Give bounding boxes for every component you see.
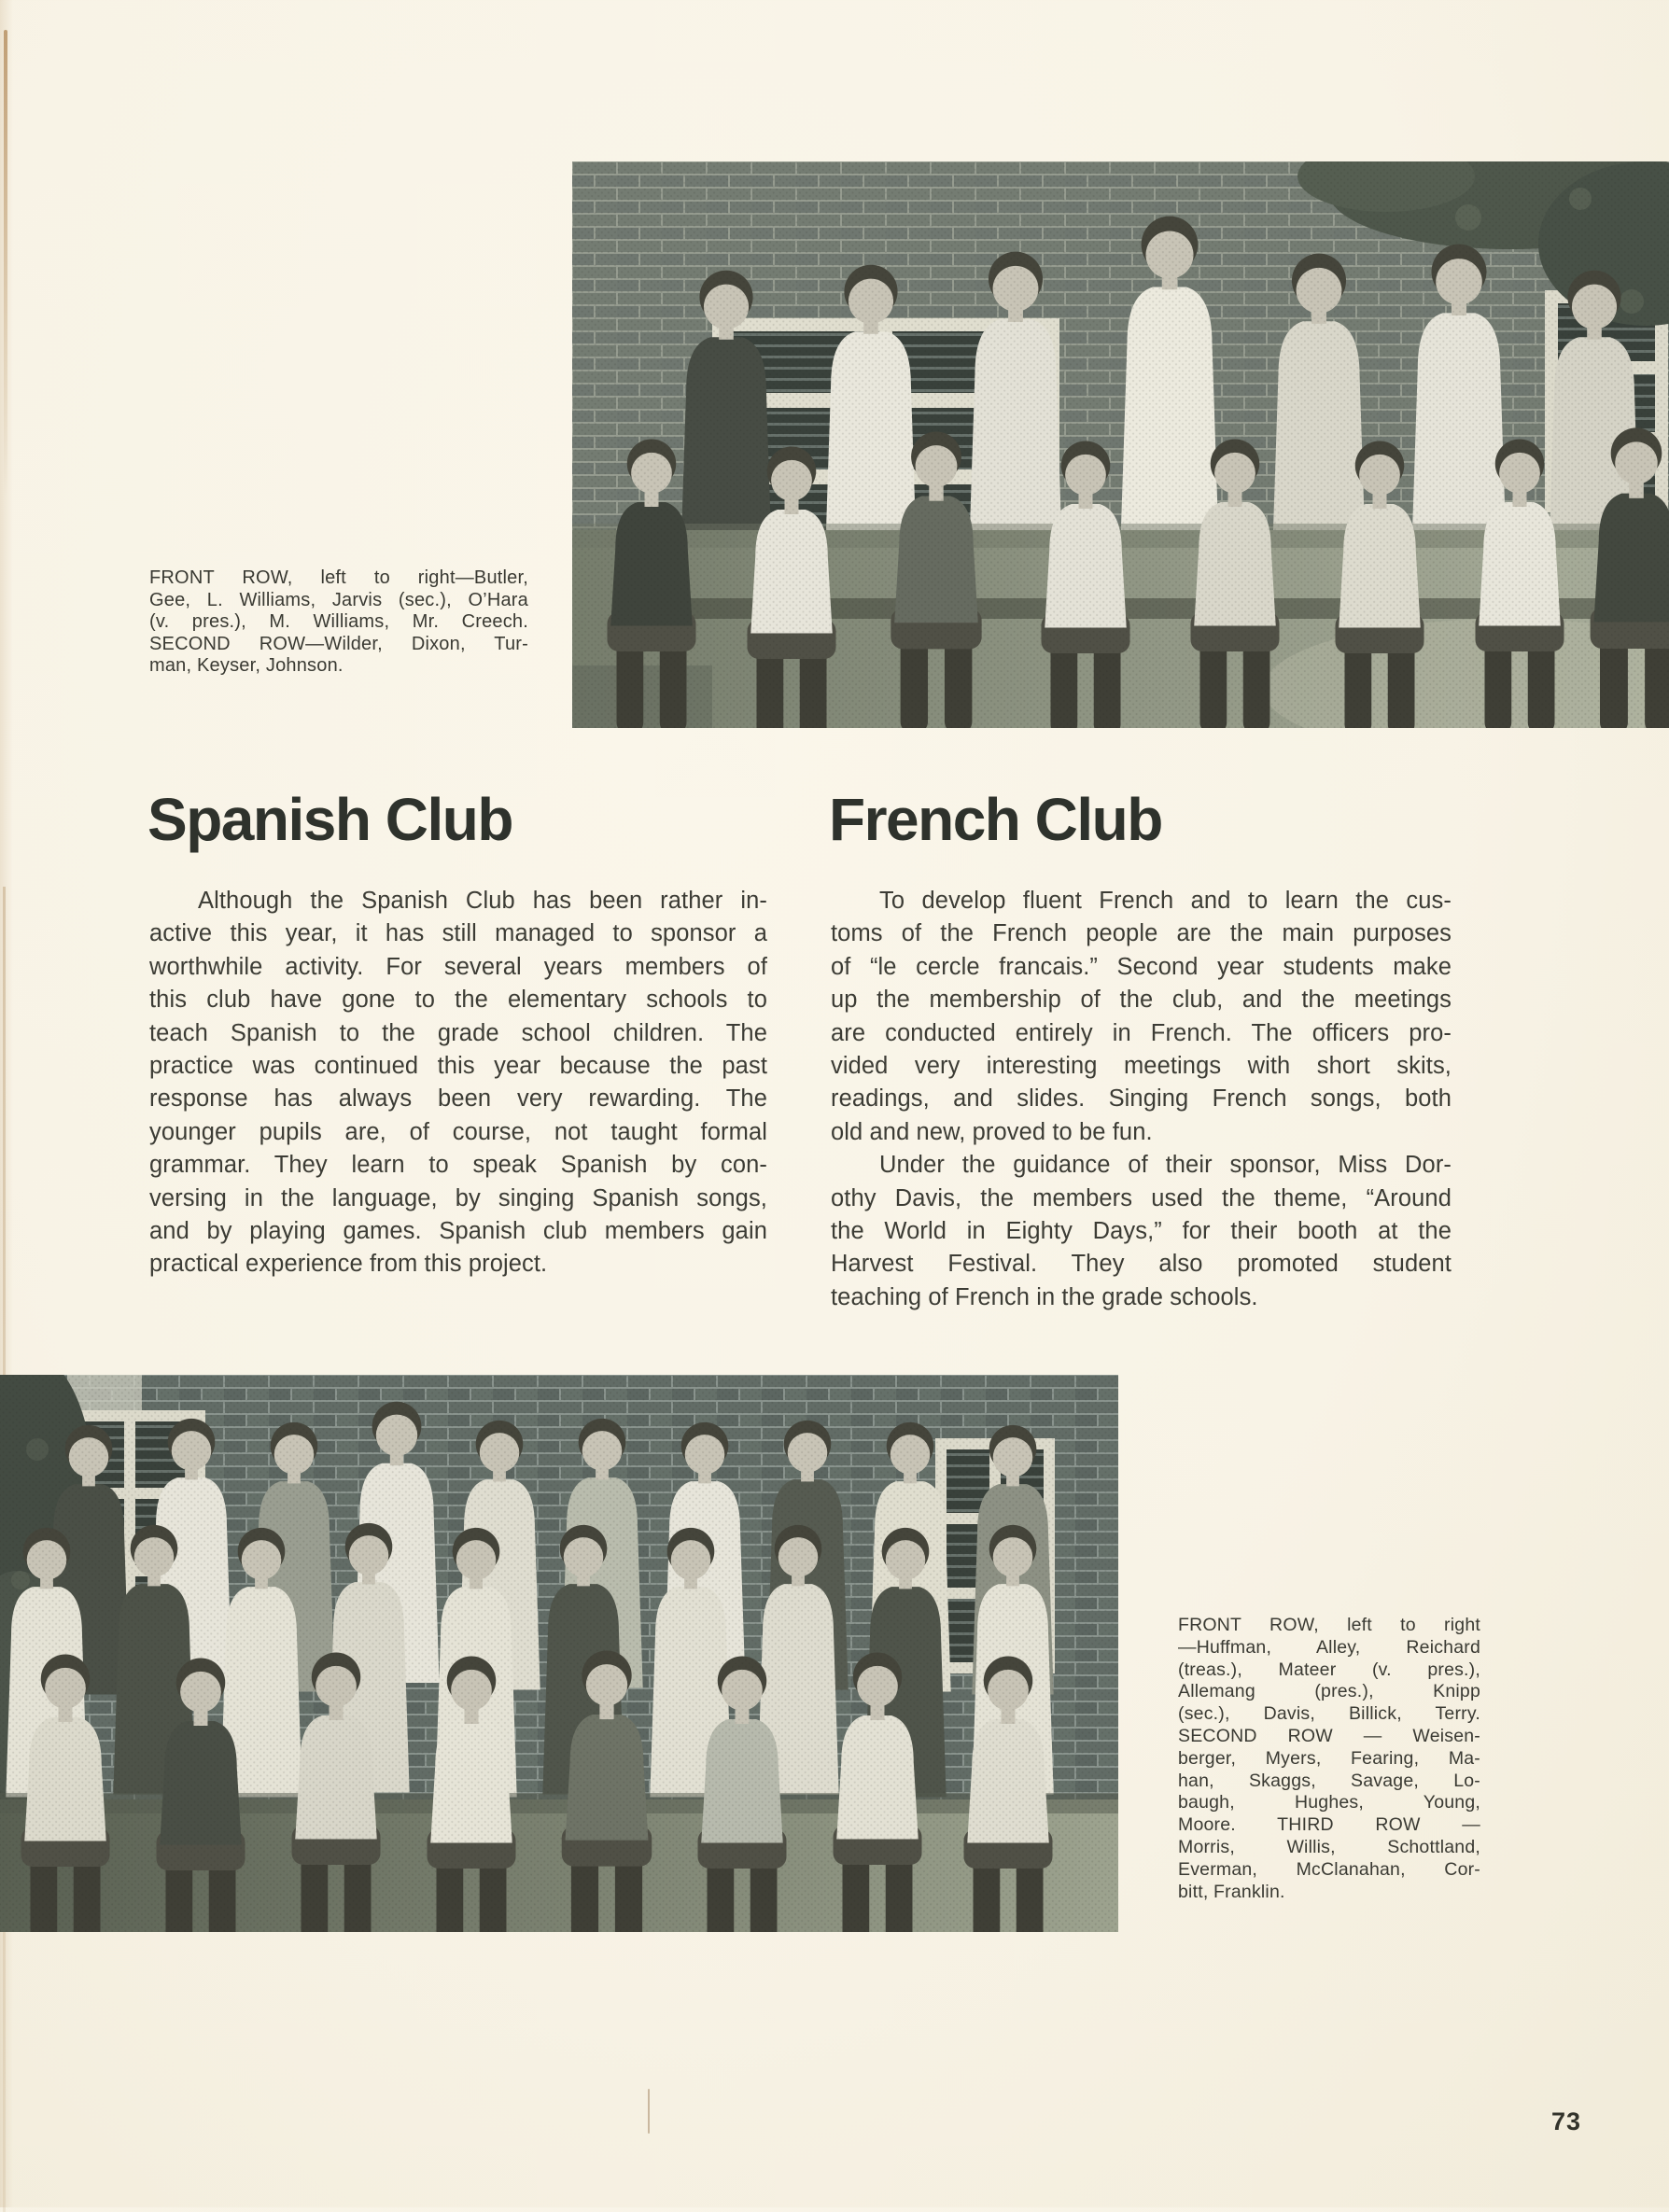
text-line: SECOND ROW — Weisen- [1178, 1725, 1480, 1746]
text-line: teach Spanish to the grade school children. The [149, 1019, 767, 1046]
text-line: (treas.), Mateer (v. pres.), [1178, 1659, 1480, 1680]
french-club-paragraph-1 [831, 885, 1452, 1149]
text-line: younger pupils are, of course, not taught formal [149, 1118, 767, 1145]
text-line: Moore. THIRD ROW — [1178, 1814, 1480, 1836]
text-line: vided very interesting meetings with short skits, [831, 1053, 1452, 1080]
text-line: response has always been very rewarding. The [149, 1085, 767, 1113]
text-line: han, Skaggs, Savage, Lo- [1178, 1770, 1480, 1791]
text-line: FRONT ROW, left to right [1178, 1615, 1480, 1635]
text-line: active this year, it has still managed to sponsor a [149, 920, 767, 947]
text-line: toms of the French people are the main purposes [831, 920, 1452, 947]
spanish-club-photo [572, 161, 1669, 728]
text-line: grammar. They learn to speak Spanish by con- [149, 1152, 767, 1179]
text-line: Allemang (pres.), Knipp [1178, 1681, 1480, 1702]
text-line: this club have gone to the elementary schools to [149, 987, 767, 1014]
text-line: Everman, McClanahan, Cor- [1178, 1858, 1480, 1880]
spanish-photo-caption [149, 567, 528, 678]
text-line: FRONT ROW, left to right—Butler, [149, 567, 528, 588]
text-line: othy Davis, the members used the theme, “Around [831, 1184, 1452, 1211]
text-line: the World in Eighty Days,” for their booth at the [831, 1218, 1452, 1245]
text-line: (v. pres.), M. Williams, Mr. Creech. [149, 611, 528, 633]
french-club-photo-art [0, 1375, 1118, 1932]
text-line: man, Keyser, Johnson. [149, 655, 344, 677]
text-line: practical experience from this project. [149, 1251, 548, 1278]
text-line: up the membership of the club, and the meetings [831, 987, 1452, 1014]
spanish-club-paragraph [149, 885, 767, 1281]
scratch-mark [648, 2089, 650, 2134]
french-club-paragraph-2 [831, 1149, 1452, 1314]
text-line: Under the guidance of their sponsor, Miss Dor- [879, 1152, 1452, 1179]
text-line: are conducted entirely in French. The officers pro- [831, 1019, 1452, 1046]
text-line: (sec.), Davis, Billick, Terry. [1178, 1703, 1480, 1725]
text-line: To develop fluent French and to learn the cus- [879, 888, 1452, 914]
text-line: of “le cercle francais.” Second year students make [831, 953, 1452, 980]
text-line: Gee, L. Williams, Jarvis (sec.), O’Hara [149, 589, 528, 610]
text-line: versing in the language, by singing Spanish songs, [149, 1184, 767, 1211]
spanish-club-heading: Spanish Club [147, 786, 512, 853]
text-line: baugh, Hughes, Young, [1178, 1792, 1480, 1813]
text-line: SECOND ROW—Wilder, Dixon, Tur- [149, 633, 528, 654]
spanish-club-photo-art [572, 161, 1669, 728]
text-line: Morris, Willis, Schottland, [1178, 1836, 1480, 1857]
page-edge-line [4, 30, 7, 497]
text-line: worthwhile activity. For several years members of [149, 953, 767, 980]
text-line: teaching of French in the grade schools. [831, 1283, 1258, 1310]
text-line: Harvest Festival. They also promoted student [831, 1251, 1452, 1278]
text-line: readings, and slides. Singing French songs, both [831, 1085, 1452, 1113]
text-line: berger, Myers, Fearing, Ma- [1178, 1747, 1480, 1769]
text-line: bitt, Franklin. [1178, 1881, 1285, 1902]
text-line: —Huffman, Alley, Reichard [1178, 1636, 1480, 1658]
text-line: Although the Spanish Club has been rather in- [198, 888, 767, 914]
french-club-heading: French Club [829, 786, 1162, 853]
page-number: 73 [1551, 2107, 1582, 2135]
french-photo-caption [1178, 1615, 1480, 1903]
text-line: old and new, proved to be fun. [831, 1118, 1153, 1145]
text-line: practice was continued this year because the past [149, 1053, 767, 1080]
french-club-photo [0, 1375, 1118, 1932]
text-line: and by playing games. Spanish club members gain [149, 1218, 767, 1245]
french-club-text [831, 885, 1452, 1314]
